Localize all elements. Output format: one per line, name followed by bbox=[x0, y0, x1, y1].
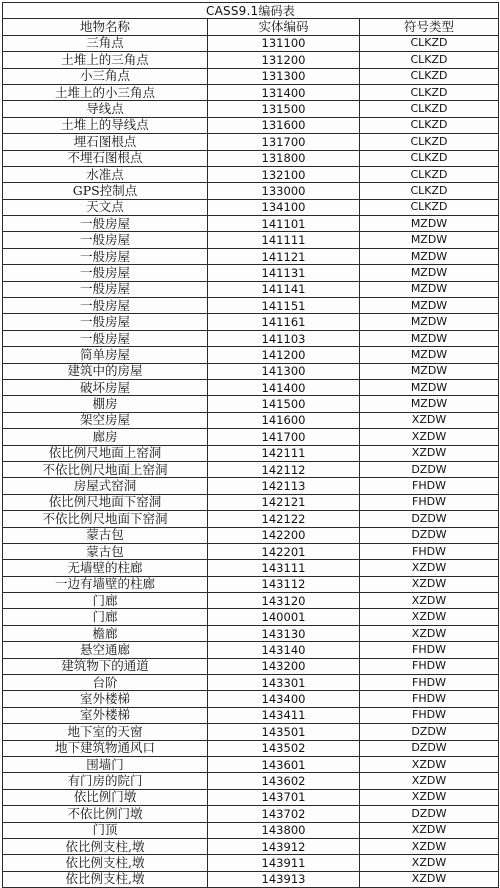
table-row bbox=[3, 52, 499, 68]
symbol-type-cell: CLKZD bbox=[360, 68, 499, 84]
entity-code-cell: 143602 bbox=[208, 773, 360, 789]
feature-name-cell: 一般房屋 bbox=[3, 281, 208, 297]
feature-name-cell: 台阶 bbox=[3, 675, 208, 691]
table-row bbox=[3, 609, 499, 625]
table-row bbox=[3, 478, 499, 494]
feature-name-cell: 一般房屋 bbox=[3, 298, 208, 314]
feature-name-cell: 依比例门墩 bbox=[3, 789, 208, 805]
entity-code-cell: 143701 bbox=[208, 789, 360, 805]
table-row bbox=[3, 314, 499, 330]
table-header-row bbox=[3, 19, 499, 35]
table-body bbox=[3, 35, 499, 887]
symbol-type-cell: MZDW bbox=[360, 298, 499, 314]
table-row bbox=[3, 363, 499, 379]
entity-code-cell: 141400 bbox=[208, 379, 360, 395]
table-row bbox=[3, 298, 499, 314]
table-row bbox=[3, 724, 499, 740]
symbol-type-cell: XZDW bbox=[360, 756, 499, 772]
table-row bbox=[3, 429, 499, 445]
entity-code-cell: 143130 bbox=[208, 625, 360, 641]
feature-name-cell: 廊房 bbox=[3, 429, 208, 445]
symbol-type-cell: DZDW bbox=[360, 740, 499, 756]
header-feature-name: 地物名称 bbox=[3, 19, 208, 35]
table-row bbox=[3, 543, 499, 559]
entity-code-cell: 143112 bbox=[208, 576, 360, 592]
entity-code-cell: 143200 bbox=[208, 658, 360, 674]
entity-code-cell: 143913 bbox=[208, 871, 360, 887]
symbol-type-cell: XZDW bbox=[360, 789, 499, 805]
table-row bbox=[3, 527, 499, 543]
entity-code-cell: 143301 bbox=[208, 675, 360, 691]
symbol-type-cell: MZDW bbox=[360, 363, 499, 379]
table-row bbox=[3, 806, 499, 822]
symbol-type-cell: MZDW bbox=[360, 396, 499, 412]
feature-name-cell: 小三角点 bbox=[3, 68, 208, 84]
symbol-type-cell: XZDW bbox=[360, 412, 499, 428]
table-row bbox=[3, 658, 499, 674]
entity-code-cell: 142122 bbox=[208, 511, 360, 527]
table-row bbox=[3, 134, 499, 150]
table-row bbox=[3, 642, 499, 658]
symbol-type-cell: MZDW bbox=[360, 265, 499, 281]
symbol-type-cell: DZDW bbox=[360, 527, 499, 543]
entity-code-cell: 141200 bbox=[208, 347, 360, 363]
feature-name-cell: 依比例支柱,墩 bbox=[3, 855, 208, 871]
table-row bbox=[3, 379, 499, 395]
entity-code-cell: 141700 bbox=[208, 429, 360, 445]
symbol-type-cell: DZDW bbox=[360, 806, 499, 822]
symbol-type-cell: XZDW bbox=[360, 625, 499, 641]
feature-name-cell: 不埋石图根点 bbox=[3, 150, 208, 166]
entity-code-cell: 131500 bbox=[208, 101, 360, 117]
table-row bbox=[3, 117, 499, 133]
feature-name-cell: 导线点 bbox=[3, 101, 208, 117]
entity-code-cell: 141600 bbox=[208, 412, 360, 428]
symbol-type-cell: XZDW bbox=[360, 838, 499, 854]
table-row bbox=[3, 183, 499, 199]
entity-code-cell: 142112 bbox=[208, 461, 360, 477]
table-row bbox=[3, 871, 499, 887]
symbol-type-cell: CLKZD bbox=[360, 52, 499, 68]
symbol-type-cell: FHDW bbox=[360, 675, 499, 691]
table-row bbox=[3, 691, 499, 707]
symbol-type-cell: CLKZD bbox=[360, 183, 499, 199]
entity-code-cell: 141131 bbox=[208, 265, 360, 281]
symbol-type-cell: DZDW bbox=[360, 724, 499, 740]
feature-name-cell: 架空房屋 bbox=[3, 412, 208, 428]
symbol-type-cell: CLKZD bbox=[360, 101, 499, 117]
table-row bbox=[3, 232, 499, 248]
code-table bbox=[2, 2, 499, 888]
symbol-type-cell: XZDW bbox=[360, 429, 499, 445]
feature-name-cell: 有门房的院门 bbox=[3, 773, 208, 789]
entity-code-cell: 141300 bbox=[208, 363, 360, 379]
symbol-type-cell: XZDW bbox=[360, 445, 499, 461]
feature-name-cell: 天文点 bbox=[3, 199, 208, 215]
entity-code-cell: 143502 bbox=[208, 740, 360, 756]
table-row bbox=[3, 265, 499, 281]
table-row bbox=[3, 560, 499, 576]
symbol-type-cell: MZDW bbox=[360, 314, 499, 330]
symbol-type-cell: XZDW bbox=[360, 822, 499, 838]
table-row bbox=[3, 166, 499, 182]
feature-name-cell: 三角点 bbox=[3, 35, 208, 51]
symbol-type-cell: XZDW bbox=[360, 593, 499, 609]
symbol-type-cell: MZDW bbox=[360, 281, 499, 297]
feature-name-cell: 建筑中的房屋 bbox=[3, 363, 208, 379]
feature-name-cell: 一边有墙壁的柱廊 bbox=[3, 576, 208, 592]
entity-code-cell: 143140 bbox=[208, 642, 360, 658]
symbol-type-cell: FHDW bbox=[360, 691, 499, 707]
entity-code-cell: 131400 bbox=[208, 84, 360, 100]
feature-name-cell: 不依比例尺地面上窑洞 bbox=[3, 461, 208, 477]
feature-name-cell: 门廊 bbox=[3, 609, 208, 625]
feature-name-cell: 依比例尺地面上窑洞 bbox=[3, 445, 208, 461]
symbol-type-cell: FHDW bbox=[360, 642, 499, 658]
feature-name-cell: 棚房 bbox=[3, 396, 208, 412]
symbol-type-cell: FHDW bbox=[360, 478, 499, 494]
feature-name-cell: 门廊 bbox=[3, 593, 208, 609]
table-row bbox=[3, 855, 499, 871]
table-row bbox=[3, 461, 499, 477]
entity-code-cell: 142113 bbox=[208, 478, 360, 494]
entity-code-cell: 142111 bbox=[208, 445, 360, 461]
entity-code-cell: 142200 bbox=[208, 527, 360, 543]
entity-code-cell: 141500 bbox=[208, 396, 360, 412]
feature-name-cell: 一般房屋 bbox=[3, 265, 208, 281]
entity-code-cell: 131700 bbox=[208, 134, 360, 150]
feature-name-cell: 依比例尺地面下窑洞 bbox=[3, 494, 208, 510]
table-row bbox=[3, 789, 499, 805]
table-row bbox=[3, 511, 499, 527]
symbol-type-cell: XZDW bbox=[360, 609, 499, 625]
feature-name-cell: 蒙古包 bbox=[3, 543, 208, 559]
feature-name-cell: 地下建筑物通风口 bbox=[3, 740, 208, 756]
entity-code-cell: 141161 bbox=[208, 314, 360, 330]
table-row bbox=[3, 494, 499, 510]
entity-code-cell: 143400 bbox=[208, 691, 360, 707]
entity-code-cell: 131100 bbox=[208, 35, 360, 51]
entity-code-cell: 143800 bbox=[208, 822, 360, 838]
table-row bbox=[3, 625, 499, 641]
table-row bbox=[3, 773, 499, 789]
table-row bbox=[3, 675, 499, 691]
feature-name-cell: 水准点 bbox=[3, 166, 208, 182]
entity-code-cell: 143411 bbox=[208, 707, 360, 723]
feature-name-cell: 土堆上的导线点 bbox=[3, 117, 208, 133]
symbol-type-cell: CLKZD bbox=[360, 166, 499, 182]
table-row bbox=[3, 281, 499, 297]
table-row bbox=[3, 84, 499, 100]
feature-name-cell: 蒙古包 bbox=[3, 527, 208, 543]
symbol-type-cell: DZDW bbox=[360, 461, 499, 477]
feature-name-cell: 地下室的天窗 bbox=[3, 724, 208, 740]
feature-name-cell: 土堆上的小三角点 bbox=[3, 84, 208, 100]
symbol-type-cell: MZDW bbox=[360, 379, 499, 395]
feature-name-cell: GPS控制点 bbox=[3, 183, 208, 199]
feature-name-cell: 一般房屋 bbox=[3, 330, 208, 346]
symbol-type-cell: CLKZD bbox=[360, 84, 499, 100]
header-symbol-type: 符号类型 bbox=[360, 19, 499, 35]
table-row bbox=[3, 347, 499, 363]
symbol-type-cell: XZDW bbox=[360, 560, 499, 576]
entity-code-cell: 142121 bbox=[208, 494, 360, 510]
table-row bbox=[3, 330, 499, 346]
entity-code-cell: 142201 bbox=[208, 543, 360, 559]
table-row bbox=[3, 445, 499, 461]
symbol-type-cell: CLKZD bbox=[360, 199, 499, 215]
table-title: CASS9.1编码表 bbox=[3, 3, 499, 19]
symbol-type-cell: MZDW bbox=[360, 232, 499, 248]
table-row bbox=[3, 101, 499, 117]
entity-code-cell: 143912 bbox=[208, 838, 360, 854]
symbol-type-cell: FHDW bbox=[360, 707, 499, 723]
symbol-type-cell: MZDW bbox=[360, 347, 499, 363]
symbol-type-cell: XZDW bbox=[360, 871, 499, 887]
entity-code-cell: 131200 bbox=[208, 52, 360, 68]
feature-name-cell: 简单房屋 bbox=[3, 347, 208, 363]
feature-name-cell: 一般房屋 bbox=[3, 248, 208, 264]
table-title-row bbox=[3, 3, 499, 19]
entity-code-cell: 134100 bbox=[208, 199, 360, 215]
symbol-type-cell: MZDW bbox=[360, 216, 499, 232]
entity-code-cell: 131300 bbox=[208, 68, 360, 84]
feature-name-cell: 室外楼梯 bbox=[3, 691, 208, 707]
table-row bbox=[3, 248, 499, 264]
entity-code-cell: 141111 bbox=[208, 232, 360, 248]
feature-name-cell: 土堆上的三角点 bbox=[3, 52, 208, 68]
symbol-type-cell: FHDW bbox=[360, 658, 499, 674]
entity-code-cell: 141121 bbox=[208, 248, 360, 264]
feature-name-cell: 建筑物下的通道 bbox=[3, 658, 208, 674]
table-row bbox=[3, 756, 499, 772]
table-row bbox=[3, 199, 499, 215]
symbol-type-cell: MZDW bbox=[360, 330, 499, 346]
entity-code-cell: 131800 bbox=[208, 150, 360, 166]
feature-name-cell: 门顶 bbox=[3, 822, 208, 838]
feature-name-cell: 一般房屋 bbox=[3, 232, 208, 248]
feature-name-cell: 无墙壁的柱廊 bbox=[3, 560, 208, 576]
table-row bbox=[3, 740, 499, 756]
symbol-type-cell: CLKZD bbox=[360, 150, 499, 166]
symbol-type-cell: CLKZD bbox=[360, 134, 499, 150]
feature-name-cell: 一般房屋 bbox=[3, 314, 208, 330]
feature-name-cell: 围墙门 bbox=[3, 756, 208, 772]
entity-code-cell: 143111 bbox=[208, 560, 360, 576]
symbol-type-cell: MZDW bbox=[360, 248, 499, 264]
entity-code-cell: 141101 bbox=[208, 216, 360, 232]
feature-name-cell: 破坏房屋 bbox=[3, 379, 208, 395]
table-row bbox=[3, 707, 499, 723]
table-row bbox=[3, 593, 499, 609]
feature-name-cell: 悬空通廊 bbox=[3, 642, 208, 658]
entity-code-cell: 140001 bbox=[208, 609, 360, 625]
feature-name-cell: 依比例支柱,墩 bbox=[3, 871, 208, 887]
symbol-type-cell: FHDW bbox=[360, 543, 499, 559]
entity-code-cell: 141151 bbox=[208, 298, 360, 314]
symbol-type-cell: FHDW bbox=[360, 494, 499, 510]
header-entity-code: 实体编码 bbox=[208, 19, 360, 35]
feature-name-cell: 埋石图根点 bbox=[3, 134, 208, 150]
table-row bbox=[3, 216, 499, 232]
feature-name-cell: 房屋式窑洞 bbox=[3, 478, 208, 494]
entity-code-cell: 133000 bbox=[208, 183, 360, 199]
feature-name-cell: 依比例支柱,墩 bbox=[3, 838, 208, 854]
feature-name-cell: 不依比例尺地面下窑洞 bbox=[3, 511, 208, 527]
feature-name-cell: 一般房屋 bbox=[3, 216, 208, 232]
entity-code-cell: 141141 bbox=[208, 281, 360, 297]
table-row bbox=[3, 576, 499, 592]
feature-name-cell: 室外楼梯 bbox=[3, 707, 208, 723]
symbol-type-cell: CLKZD bbox=[360, 35, 499, 51]
symbol-type-cell: DZDW bbox=[360, 511, 499, 527]
feature-name-cell: 檐廊 bbox=[3, 625, 208, 641]
entity-code-cell: 143702 bbox=[208, 806, 360, 822]
entity-code-cell: 141103 bbox=[208, 330, 360, 346]
symbol-type-cell: CLKZD bbox=[360, 117, 499, 133]
table-row bbox=[3, 412, 499, 428]
symbol-type-cell: XZDW bbox=[360, 773, 499, 789]
symbol-type-cell: XZDW bbox=[360, 855, 499, 871]
table-row bbox=[3, 150, 499, 166]
feature-name-cell: 不依比例门墩 bbox=[3, 806, 208, 822]
table-row bbox=[3, 838, 499, 854]
entity-code-cell: 143120 bbox=[208, 593, 360, 609]
entity-code-cell: 132100 bbox=[208, 166, 360, 182]
symbol-type-cell: XZDW bbox=[360, 576, 499, 592]
entity-code-cell: 143501 bbox=[208, 724, 360, 740]
entity-code-cell: 143911 bbox=[208, 855, 360, 871]
entity-code-cell: 143601 bbox=[208, 756, 360, 772]
table-row bbox=[3, 396, 499, 412]
entity-code-cell: 131600 bbox=[208, 117, 360, 133]
table-row bbox=[3, 68, 499, 84]
table-row bbox=[3, 35, 499, 51]
table-row bbox=[3, 822, 499, 838]
